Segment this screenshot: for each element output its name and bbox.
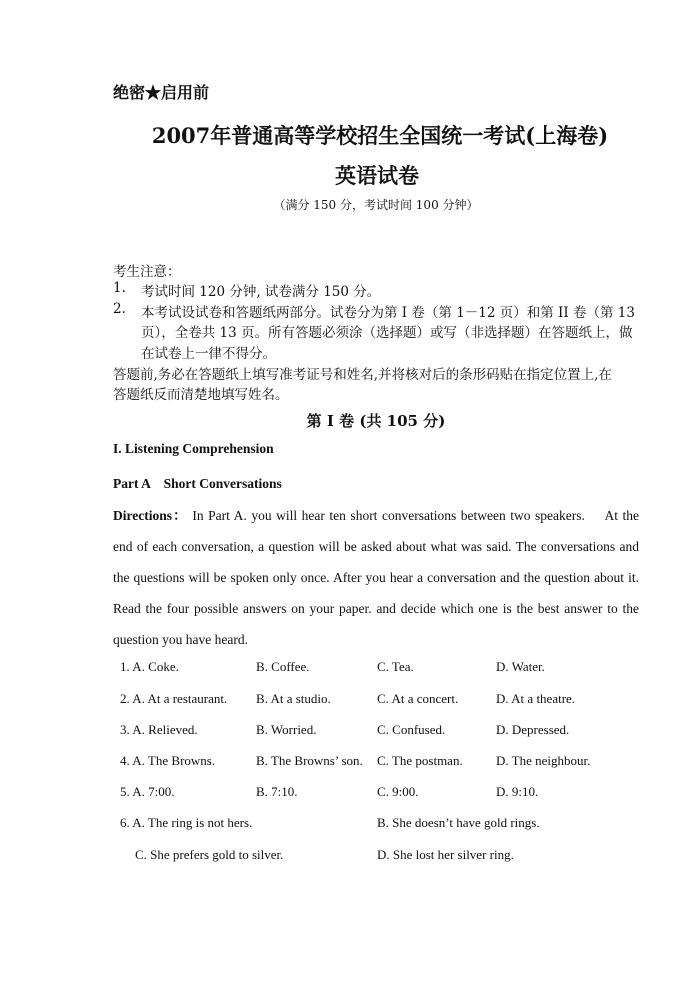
exam-title: 2007年普通高等学校招生全国统一考试(上海卷) [151, 123, 609, 148]
option-c: C. At a concert. [377, 691, 459, 706]
option-d: D. She lost her silver ring. [377, 847, 514, 862]
option-d: D. Water. [496, 659, 545, 674]
confidential-label: 绝密★启用前 [113, 83, 210, 102]
option-b: B. At a studio. [256, 691, 331, 706]
option-b: B. She doesn’t have gold rings. [377, 815, 540, 830]
notice-extra-line: 答题纸反而清楚地填写姓名。 [113, 387, 289, 403]
option-d: D. Depressed. [496, 722, 570, 737]
notice-item-line: 在试卷上一律不得分。 [141, 346, 276, 362]
volume-heading: 第 I 卷 (共 105 分) [306, 412, 446, 430]
directions-text: In Part A. you will hear ten short conversations between two speakers. At the end of each conversation, a question will be asked about what was said. The conversations and the questions will be spoken only once. After you hear a conversation and the question about it. Read the four possible answers on your paper. and decide which one is the best answer to the question you have heard. [113, 508, 640, 647]
option-a: 2. A. At a restaurant. [120, 691, 228, 706]
option-b: B. Worried. [256, 722, 317, 737]
exam-subtitle: 英语试卷 [335, 163, 419, 188]
notice-item-num: 1. [113, 280, 126, 296]
option-a: 5. A. 7:00. [120, 784, 175, 799]
option-c: C. The postman. [377, 753, 463, 768]
option-c: C. Confused. [377, 722, 446, 737]
notice-item-line: 本考试设试卷和答题纸两部分。试卷分为第 I 卷（第 1－12 页）和第 II 卷（第 13 [141, 305, 635, 321]
option-b: B. The Browns’ son. [256, 753, 363, 768]
option-c: C. 9:00. [377, 784, 419, 799]
option-a: 1. A. Coke. [120, 659, 179, 674]
notice-extra-line: 答题前,务必在答题纸上填写准考证号和姓名,并将核对后的条形码贴在指定位置上,在 [113, 367, 612, 383]
notice-heading: 考生注意： [113, 264, 181, 280]
notice-item-line: 考试时间 120 分钟, 试卷满分 150 分。 [141, 284, 381, 300]
directions-paragraph [113, 500, 639, 655]
part-title: Part A Short Conversations [113, 476, 282, 491]
section-title: I. Listening Comprehension [113, 441, 274, 456]
option-d: D. 9:10. [496, 784, 539, 799]
option-c: C. She prefers gold to silver. [135, 847, 284, 862]
option-c: C. Tea. [377, 659, 414, 674]
directions-label: Directions： [113, 508, 188, 523]
option-a: 3. A. Relieved. [120, 722, 198, 737]
option-a: 4. A. The Browns. [120, 753, 216, 768]
notice-item-num: 2. [113, 301, 126, 317]
option-d: D. At a theatre. [496, 691, 576, 706]
option-b: B. 7:10. [256, 784, 298, 799]
option-a: 6. A. The ring is not hers. [120, 815, 253, 830]
option-b: B. Coffee. [256, 659, 310, 674]
score-note: （满分 150 分，考试时间 100 分钟） [273, 198, 479, 212]
notice-item-line: 页），全卷共 13 页。所有答题必须涂（选择题）或写（非选择题）在答题纸上，做 [141, 325, 633, 341]
option-d: D. The neighbour. [496, 753, 591, 768]
